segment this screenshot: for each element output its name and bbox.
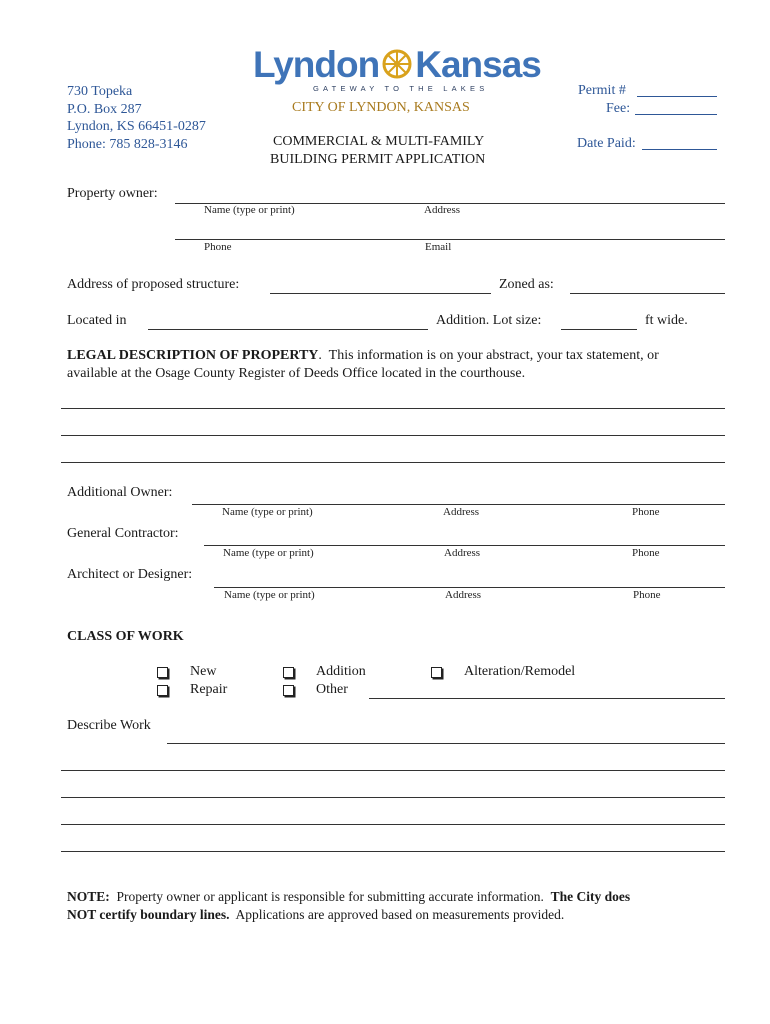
additional-owner-name-hint: Name (type or print) xyxy=(222,506,313,518)
legal-line-3[interactable] xyxy=(61,462,725,463)
additional-owner-phone-hint: Phone xyxy=(632,506,660,518)
wagon-wheel-icon xyxy=(379,49,415,79)
contractor-address-hint: Address xyxy=(444,547,481,559)
form-title-line2: BUILDING PERMIT APPLICATION xyxy=(270,152,486,167)
additional-owner-address-hint: Address xyxy=(443,506,480,518)
lot-size-field[interactable] xyxy=(561,329,637,330)
zoned-as-label: Zoned as: xyxy=(499,277,554,292)
architect-name-hint: Name (type or print) xyxy=(224,589,315,601)
address-line: P.O. Box 287 xyxy=(67,101,142,117)
repair-label: Repair xyxy=(190,682,228,697)
lot-size-label: Addition. Lot size: xyxy=(436,313,542,328)
owner-phone-hint: Phone xyxy=(204,241,232,253)
describe-work-line-5[interactable] xyxy=(61,851,725,852)
note-text: Property owner or applicant is responsible for submitting accurate information. xyxy=(116,889,544,904)
legal-heading: LEGAL DESCRIPTION OF PROPERTY xyxy=(67,348,319,363)
address-line: 730 Topeka xyxy=(67,84,133,99)
other-checkbox[interactable] xyxy=(283,685,294,696)
contractor-phone-hint: Phone xyxy=(632,547,660,559)
additional-owner-field[interactable] xyxy=(192,504,725,505)
fee-label: Fee: xyxy=(606,101,631,116)
describe-work-line-1[interactable] xyxy=(167,743,725,744)
owner-email-hint: Email xyxy=(425,241,452,253)
new-checkbox[interactable] xyxy=(157,667,168,678)
general-contractor-label: General Contractor: xyxy=(67,526,179,541)
phone-line: Phone: 785 828-3146 xyxy=(67,136,188,152)
form-title-line1: COMMERCIAL & MULTI-FAMILY xyxy=(273,134,485,149)
architect-phone-hint: Phone xyxy=(633,589,661,601)
describe-work-line-4[interactable] xyxy=(61,824,725,825)
structure-address-label: Address of proposed structure: xyxy=(67,277,240,292)
zoned-as-field[interactable] xyxy=(570,293,725,294)
ft-wide-label: ft wide. xyxy=(645,313,688,328)
architect-designer-field[interactable] xyxy=(214,587,725,588)
located-in-field[interactable] xyxy=(148,329,428,330)
note-bold-text: The City does xyxy=(550,889,631,904)
date-paid-label: Date Paid: xyxy=(577,136,636,151)
legal-text-2: available at the Osage County Register of Deeds Office located in the courthouse. xyxy=(67,366,526,381)
describe-work-line-3[interactable] xyxy=(61,797,725,798)
logo-text-lyndon: Lyndon xyxy=(253,44,380,85)
property-owner-label: Property owner: xyxy=(67,186,158,201)
repair-checkbox[interactable] xyxy=(157,685,168,696)
legal-line-1[interactable] xyxy=(61,408,725,409)
class-of-work-heading: CLASS OF WORK xyxy=(67,629,184,644)
describe-work-line-2[interactable] xyxy=(61,770,725,771)
alteration-remodel-checkbox[interactable] xyxy=(431,667,442,678)
architect-designer-label: Architect or Designer: xyxy=(67,567,193,582)
addition-checkbox[interactable] xyxy=(283,667,294,678)
other-label: Other xyxy=(316,682,348,697)
owner-phone-email-field[interactable] xyxy=(175,239,725,240)
legal-description-text: LEGAL DESCRIPTION OF PROPERTY. This information is on your abstract, your tax statement, or xyxy=(67,348,659,363)
additional-owner-label: Additional Owner: xyxy=(67,485,173,500)
permit-number-label: Permit # xyxy=(578,83,626,98)
owner-address-hint: Address xyxy=(424,204,461,216)
architect-address-hint: Address xyxy=(445,589,482,601)
structure-address-field[interactable] xyxy=(270,293,491,294)
note-label: NOTE: xyxy=(67,889,110,904)
describe-work-label: Describe Work xyxy=(67,718,151,733)
note-text-2: Applications are approved based on measurements provided. xyxy=(235,907,565,922)
office-address xyxy=(67,83,206,153)
legal-text-1: This information is on your abstract, your tax statement, or xyxy=(328,348,659,363)
note-bold-text-2: NOT certify boundary lines. xyxy=(67,907,230,922)
alteration-remodel-label: Alteration/Remodel xyxy=(464,664,576,679)
owner-name-hint: Name (type or print) xyxy=(204,204,295,216)
logo xyxy=(253,44,541,86)
located-in-label: Located in xyxy=(67,313,127,328)
addition-label: Addition xyxy=(316,664,366,679)
legal-line-2[interactable] xyxy=(61,435,725,436)
logo-text-kansas: Kansas xyxy=(415,44,541,85)
new-label: New xyxy=(190,664,217,679)
logo-tagline: GATEWAY TO THE LAKES xyxy=(313,84,489,93)
other-specify-field[interactable] xyxy=(369,698,725,699)
note-line-2 xyxy=(67,907,564,923)
general-contractor-field[interactable] xyxy=(204,545,725,546)
note-line-1 xyxy=(67,889,630,905)
contractor-name-hint: Name (type or print) xyxy=(223,547,314,559)
fee-field[interactable] xyxy=(635,114,717,115)
city-name: CITY OF LYNDON, KANSAS xyxy=(292,100,470,115)
date-paid-field[interactable] xyxy=(642,149,717,150)
address-line: Lyndon, KS 66451-0287 xyxy=(67,119,206,134)
permit-number-field[interactable] xyxy=(637,96,717,97)
